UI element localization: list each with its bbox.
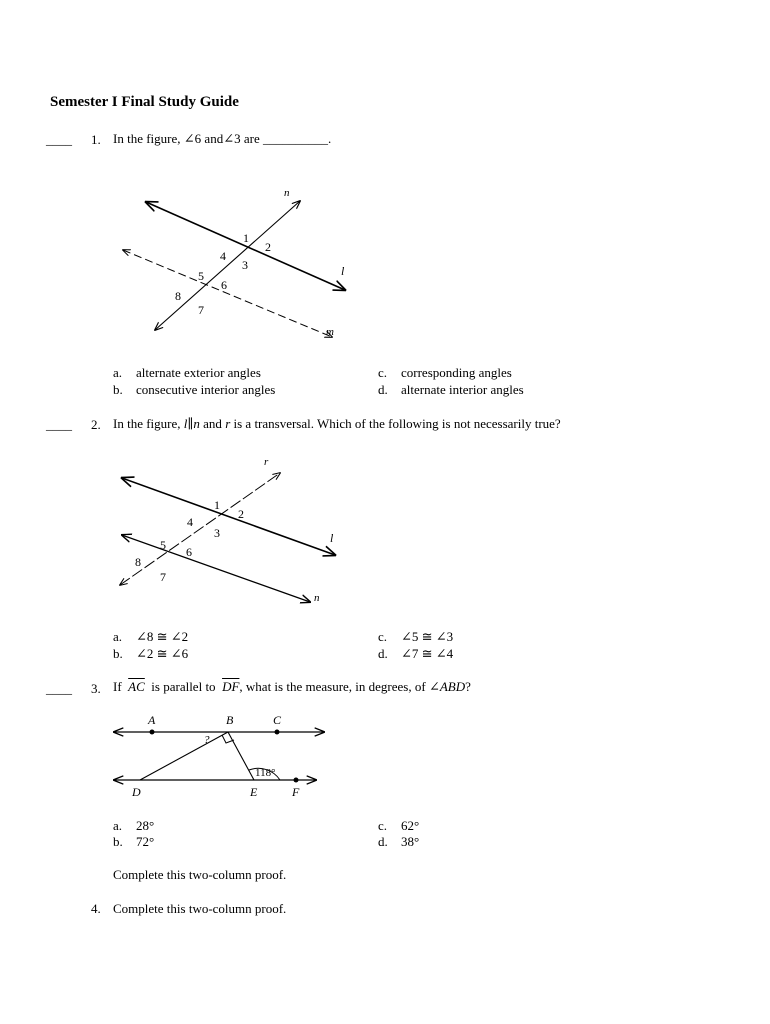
label-angle-6: 6: [186, 545, 192, 559]
label-n: n: [314, 592, 320, 604]
label-angle-7: 7: [160, 570, 166, 584]
question-number-4: 4.: [91, 901, 101, 916]
q3-angle-abd: ∠ABD: [428, 679, 466, 694]
segment-db: [140, 732, 228, 780]
q3-text-c: , what is the measure, in degrees, of: [239, 679, 426, 694]
label-angle-3: 3: [214, 526, 220, 540]
line-n: [122, 535, 310, 602]
q2-l: l: [183, 416, 188, 431]
q3-text-a: If: [113, 679, 122, 694]
label-angle-8: 8: [175, 289, 181, 303]
point-f: [294, 778, 299, 783]
label-l: l: [330, 531, 334, 545]
question-number-1: 1.: [91, 132, 101, 147]
question-text-1: [113, 131, 331, 147]
line-l: [122, 478, 335, 555]
question-number-2: 2.: [91, 417, 101, 432]
line-l: [146, 202, 345, 290]
label-angle-1: 1: [214, 498, 220, 512]
q2-text-b: and: [203, 416, 222, 431]
label-angle-5: 5: [160, 538, 166, 552]
q1-angle-6: ∠6: [183, 131, 202, 146]
q1-option-d[interactable]: d. alternate interior angles: [378, 382, 524, 397]
label-angle-1: 1: [243, 231, 249, 245]
segment-be: [228, 732, 254, 780]
label-f: F: [292, 785, 300, 799]
question-text-3: [113, 679, 471, 695]
point-c: [275, 730, 280, 735]
q1-angle-3: ∠3: [223, 131, 241, 146]
q2-r: r: [225, 416, 231, 431]
figure-q3: [110, 710, 330, 805]
label-c: C: [273, 713, 282, 727]
figure-q2: [110, 455, 350, 605]
label-angle-6: 6: [221, 278, 227, 292]
label-m: m: [326, 326, 334, 338]
q3-option-b[interactable]: b. 72°: [113, 834, 155, 849]
q2-option-a[interactable]: a. ∠8 ≅ ∠2: [113, 629, 189, 644]
label-118-degrees: 118°: [255, 767, 276, 779]
q3-text-d: ?: [465, 679, 471, 694]
label-angle-2: 2: [238, 507, 244, 521]
label-n: n: [284, 187, 290, 199]
q2-n: n: [193, 416, 200, 431]
q3-text-b: is parallel to: [151, 679, 216, 694]
q3-option-d[interactable]: d. 38°: [378, 834, 420, 849]
q2-text-c: is a transversal. Which of the following is not necessarily true?: [233, 416, 561, 431]
label-angle-4: 4: [187, 515, 193, 529]
q1-option-c[interactable]: c. corresponding angles: [378, 365, 512, 380]
label-l: l: [341, 264, 345, 278]
answer-blank-2[interactable]: ____: [46, 417, 72, 432]
label-r: r: [264, 456, 269, 468]
q3-segment-df: $\overline{DF}$: [222, 679, 240, 694]
q2-option-c[interactable]: c. ∠5 ≅ ∠3: [378, 629, 454, 644]
instruction-text: Complete this two-column proof.: [113, 867, 287, 882]
q3-segment-ac: $\overline{AC}$: [128, 679, 145, 694]
page-title: Semester I Final Study Guide: [50, 94, 239, 110]
q2-option-b[interactable]: b. ∠2 ≅ ∠6: [113, 646, 189, 661]
question-number-3: 3.: [91, 681, 101, 696]
q1-option-a[interactable]: a. alternate exterior angles: [113, 365, 261, 380]
line-m: [123, 250, 332, 337]
label-angle-3: 3: [242, 258, 248, 272]
point-a: [150, 730, 155, 735]
answer-blank-1[interactable]: ____: [46, 132, 72, 147]
figure-q1: [110, 185, 360, 345]
label-d: D: [132, 785, 141, 799]
answer-blank-3[interactable]: ____: [46, 681, 72, 696]
q1-option-b[interactable]: b. consecutive interior angles: [113, 382, 276, 397]
label-angle-2: 2: [265, 240, 271, 254]
line-r: [120, 473, 280, 585]
q2-option-d[interactable]: d. ∠7 ≅ ∠4: [378, 646, 454, 661]
label-angle-5: 5: [198, 269, 204, 283]
q1-text-a: In the figure,: [113, 131, 181, 146]
q2-text-a: In the figure,: [113, 416, 181, 431]
label-unknown: ?: [204, 734, 210, 746]
label-e: E: [250, 785, 258, 799]
label-angle-7: 7: [198, 303, 204, 317]
label-angle-4: 4: [220, 249, 226, 263]
label-b: B: [226, 713, 234, 727]
label-a: A: [148, 713, 156, 727]
q2-parallel: ∥: [187, 416, 194, 431]
q1-and: and: [204, 131, 224, 146]
label-angle-8: 8: [135, 555, 141, 569]
q3-option-c[interactable]: c. 62°: [378, 818, 420, 833]
question-text-4: Complete this two-column proof.: [113, 901, 287, 916]
question-text-2: [113, 416, 561, 432]
q3-option-a[interactable]: a. 28°: [113, 818, 155, 833]
line-n: [155, 201, 300, 330]
q1-text-b: are __________.: [243, 131, 332, 146]
